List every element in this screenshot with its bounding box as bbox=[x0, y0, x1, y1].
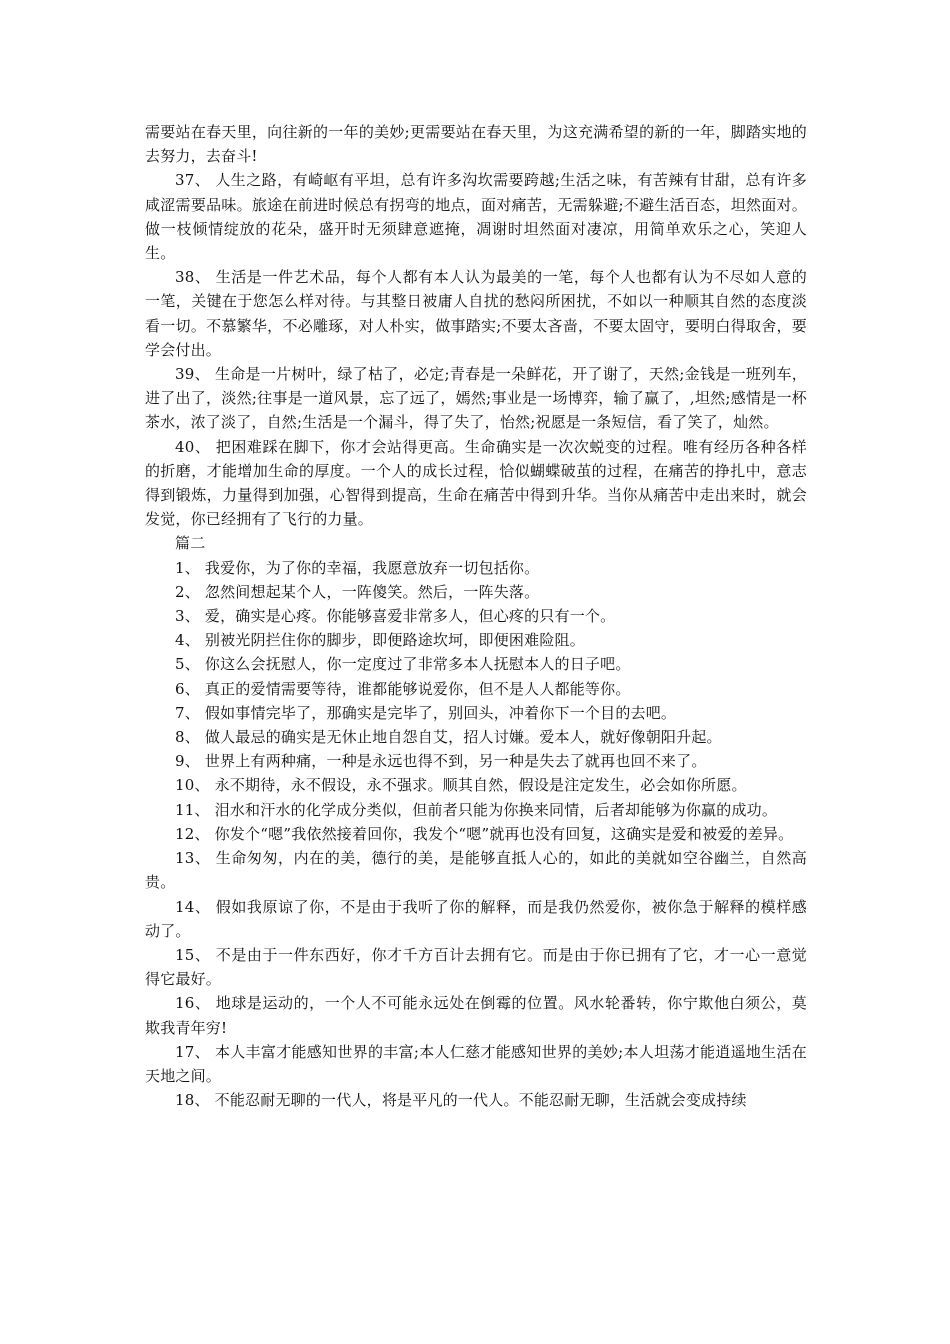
list-item: 3、 爱，确实是心疼。你能够喜爱非常多人，但心疼的只有一个。 bbox=[175, 607, 616, 626]
list-item: 1、 我爱你，为了你的幸福，我愿意放弃一切包括你。 bbox=[175, 558, 540, 577]
paragraph-item-37: 37、 人生之路，有崎岖有平坦，总有许多沟坎需要跨越;生活之味，有苦辣有甘甜，总有许多咸涩需要品味。旅途在前进时候总有拐弯的地点，面对痛苦，无需躲避;不避生活百态，坦然面对。做一枝倾情绽放的花朵，盛开时无须肆意遮掩，凋谢时坦然面对凄凉，用简单欢乐之心，笑迎人生。 bbox=[145, 171, 807, 263]
document-page bbox=[145, 120, 807, 1112]
paragraph-item-39: 39、 生命是一片树叶，绿了枯了，必定;青春是一朵鲜花，开了谢了，天然;金钱是一班列车，进了出了，淡然;往事是一道风景，忘了远了，嫣然;事业是一场博弈，输了赢了，,坦然;感情是一杯茶水，浓了淡了，自然;生活是一个漏斗，得了失了，怡然;祝愿是一条短信，看了笑了，灿然。 bbox=[145, 365, 807, 432]
list-item: 6、 真正的爱情需要等待，谁都能够说爱你，但不是人人都能等你。 bbox=[175, 679, 631, 698]
list-item: 4、 别被光阴拦住你的脚步，即便路途坎坷，即便困难险阻。 bbox=[175, 631, 585, 650]
list-item: 10、 永不期待，永不假设，永不强求。顺其自然，假设是注定发生，必会如你所愿。 bbox=[175, 776, 747, 795]
list-item: 2、 忽然间想起某个人，一阵傻笑。然后，一阵失落。 bbox=[175, 582, 540, 601]
list-item: 13、 生命匆匆，内在的美，德行的美，是能够直抵人心的，如此的美就如空谷幽兰，自然高贵。 bbox=[145, 849, 807, 892]
list-item: 7、 假如事情完毕了，那确实是完毕了，别回头，冲着你下一个目的去吧。 bbox=[175, 703, 677, 722]
list-item: 17、 本人丰富才能感知世界的丰富;本人仁慈才能感知世界的美妙;本人坦荡才能逍遥地生活在天地之间。 bbox=[145, 1042, 807, 1085]
list-item: 12、 你发个“嗯”我依然接着回你，我发个“嗯”就再也没有回复，这确实是爱和被爱的差异。 bbox=[175, 824, 794, 843]
paragraph-item-38: 38、 生活是一件艺术品，每个人都有本人认为最美的一笔，每个人也都有认为不尽如人意的一笔，关键在于您怎么样对待。与其整日被庸人自扰的愁闷所困扰，不如以一种顺其自然的态度淡看一切。不慕繁华，不必雕琢，对人朴实，做事踏实;不要太吝啬，不要太固守，要明白得取舍，要学会付出。 bbox=[145, 268, 807, 359]
list-item: 16、 地球是运动的，一个人不可能永远处在倒霉的位置。风水轮番转，你宁欺他白须公，莫欺我青年穷! bbox=[145, 994, 807, 1037]
paragraph-item-40: 40、 把困难踩在脚下，你才会站得更高。生命确实是一次次蜕变的过程。唯有经历各种各样的折磨，才能增加生命的厚度。一个人的成长过程，恰似蝴蝶破茧的过程，在痛苦的挣扎中，意志得到锻炼，力量得到加强，心智得到提高，生命在痛苦中得到升华。当你从痛苦中走出来时，就会发觉，你已经拥有了飞行的力量。 bbox=[145, 437, 807, 529]
list-item: 5、 你这么会抚慰人，你一定度过了非常多本人抚慰本人的日子吧。 bbox=[175, 655, 631, 674]
list-item: 15、 不是由于一件东西好，你才千方百计去拥有它。而是由于你已拥有了它，才一心一意觉得它最好。 bbox=[145, 945, 807, 989]
paragraph-continuation: 需要站在春天里，向往新的一年的美妙;更需要站在春天里，为这充满希望的新的一年，脚踏实地的去努力，去奋斗! bbox=[145, 123, 807, 166]
list-item: 14、 假如我原谅了你，不是由于我听了你的解释，而是我仍然爱你，被你急于解释的模样感动了。 bbox=[145, 897, 807, 940]
list-item: 9、 世界上有两种痛，一种是永远也得不到，另一种是失去了就再也回不来了。 bbox=[175, 752, 707, 771]
list-item: 11、 泪水和汗水的化学成分类似，但前者只能为你换来同情，后者却能够为你赢的成功。 bbox=[175, 800, 778, 819]
list-item: 8、 做人最忌的确实是无休止地自怨自艾，招人讨嫌。爱本人，就好像朝阳升起。 bbox=[175, 728, 722, 747]
list-item: 18、 不能忍耐无聊的一代人，将是平凡的一代人。不能忍耐无聊，生活就会变成持续 bbox=[175, 1091, 747, 1110]
section-heading: 篇二 bbox=[175, 534, 206, 553]
